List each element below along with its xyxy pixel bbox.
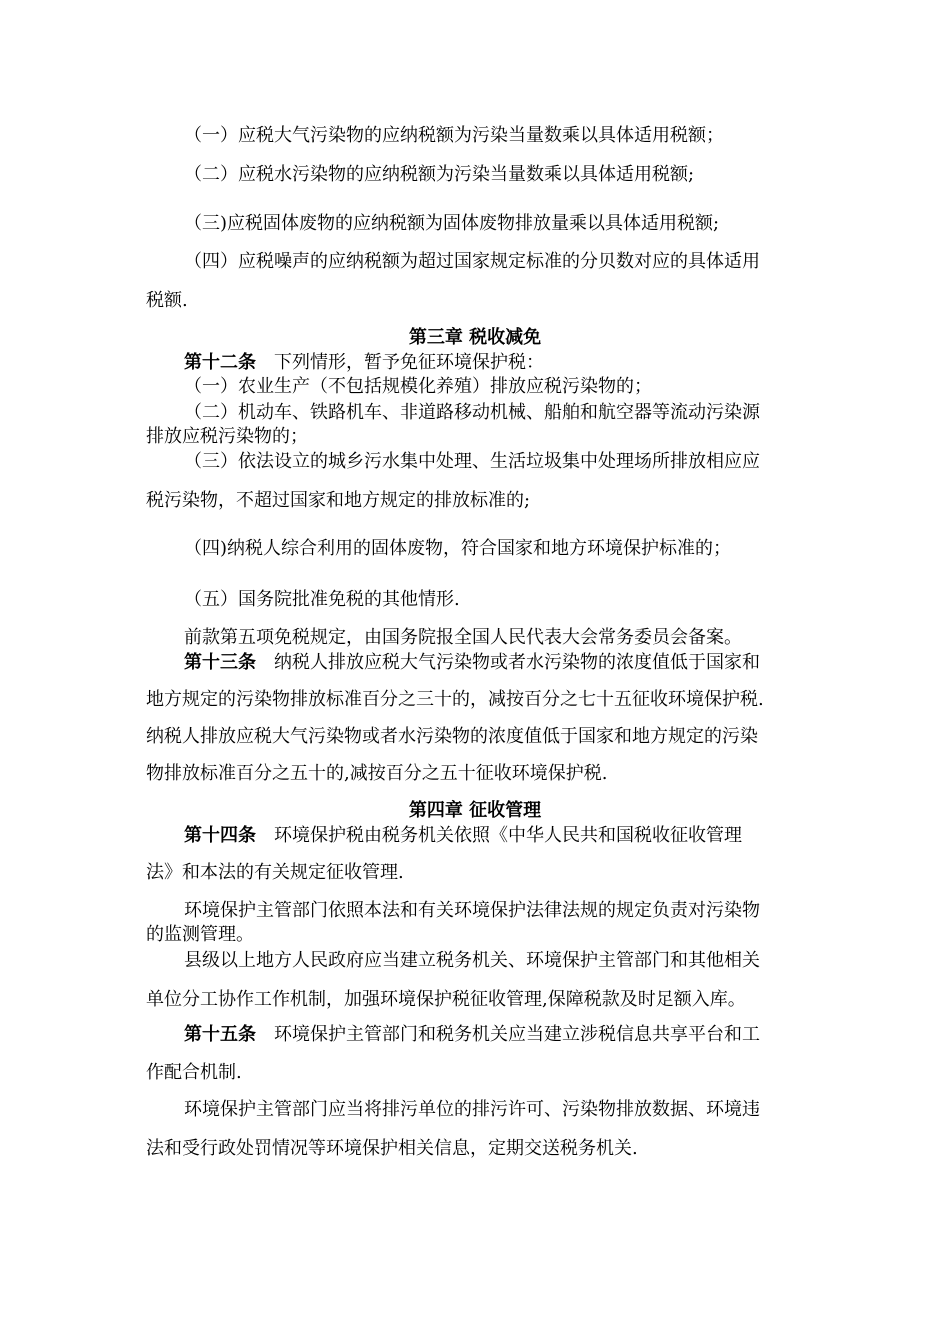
article-14-label: 第十四条 xyxy=(184,825,256,846)
article-14 xyxy=(184,824,742,848)
article-14-line-2: 法》和本法的有关规定征收管理. xyxy=(146,862,404,883)
exempt-item-4: （四)纳税人综合利用的固体废物，符合国家和地方环境保护标准的； xyxy=(184,538,732,559)
article-15 xyxy=(184,1023,760,1047)
article-14-para-3-cont: 单位分工协作工作机制，加强环境保护税征收管理,保障税款及时足额入库。 xyxy=(146,989,746,1010)
article-13-text: 纳税人排放应税大气污染物或者水污染物的浓度值低于国家和 xyxy=(274,652,760,673)
exempt-item-2: （二）机动车、铁路机车、非道路移动机械、船舶和航空器等流动污染源 xyxy=(184,402,760,423)
para-item-2: （二）应税水污染物的应纳税额为污染当量数乘以具体适用税额; xyxy=(184,164,695,185)
article-15-line-2: 作配合机制. xyxy=(146,1062,242,1083)
article-13-line-2: 地方规定的污染物排放标准百分之三十的，减按百分之七十五征收环境保护税. xyxy=(146,689,764,710)
para-item-4: （四）应税噪声的应纳税额为超过国家规定标准的分贝数对应的具体适用 xyxy=(184,251,760,272)
article-13-line-4: 物排放标准百分之五十的,减按百分之五十征收环境保护税. xyxy=(146,763,608,784)
article-15-para-2: 环境保护主管部门应当将排污单位的排污许可、污染物排放数据、环境违 xyxy=(184,1099,760,1120)
article-12 xyxy=(184,351,544,375)
para-item-3: （三)应税固体废物的应纳税额为固体废物排放量乘以具体适用税额; xyxy=(184,213,720,234)
para-item-4-cont: 税额. xyxy=(146,290,188,311)
article-12-text: 下列情形，暂予免征环境保护税： xyxy=(274,352,544,373)
exempt-item-2-cont: 排放应税污染物的； xyxy=(146,426,308,447)
article-15-text: 环境保护主管部门和税务机关应当建立涉税信息共享平台和工 xyxy=(274,1024,760,1045)
exempt-item-3-cont: 税污染物，不超过国家和地方规定的排放标准的; xyxy=(146,490,531,511)
chapter-4-heading: 第四章 征收管理 xyxy=(408,800,542,821)
para-item-1: （一）应税大气污染物的应纳税额为污染当量数乘以具体适用税额； xyxy=(184,125,724,146)
article-14-text: 环境保护税由税务机关依照《中华人民共和国税收征收管理 xyxy=(274,825,742,846)
article-12-label: 第十二条 xyxy=(184,352,256,373)
article-15-para-2-cont: 法和受行政处罚情况等环境保护相关信息，定期交送税务机关. xyxy=(146,1138,638,1159)
article-14-para-2: 环境保护主管部门依照本法和有关环境保护法律法规的规定负责对污染物 xyxy=(184,900,760,921)
article-13 xyxy=(184,651,760,675)
article-15-label: 第十五条 xyxy=(184,1024,256,1045)
article-14-para-3: 县级以上地方人民政府应当建立税务机关、环境保护主管部门和其他相关 xyxy=(184,950,760,971)
exempt-item-1: （一）农业生产（不包括规模化养殖）排放应税污染物的； xyxy=(184,376,652,397)
exempt-item-5: （五）国务院批准免税的其他情形. xyxy=(184,589,460,610)
exempt-item-3: （三）依法设立的城乡污水集中处理、生活垃圾集中处理场所排放相应应 xyxy=(184,451,760,472)
article-14-para-2-cont: 的监测管理。 xyxy=(146,924,254,945)
exempt-note: 前款第五项免税规定，由国务院报全国人民代表大会常务委员会备案。 xyxy=(184,627,742,648)
article-13-line-3: 纳税人排放应税大气污染物或者水污染物的浓度值低于国家和地方规定的污染 xyxy=(146,726,758,747)
chapter-3-heading: 第三章 税收减免 xyxy=(408,327,542,348)
article-13-label: 第十三条 xyxy=(184,652,256,673)
